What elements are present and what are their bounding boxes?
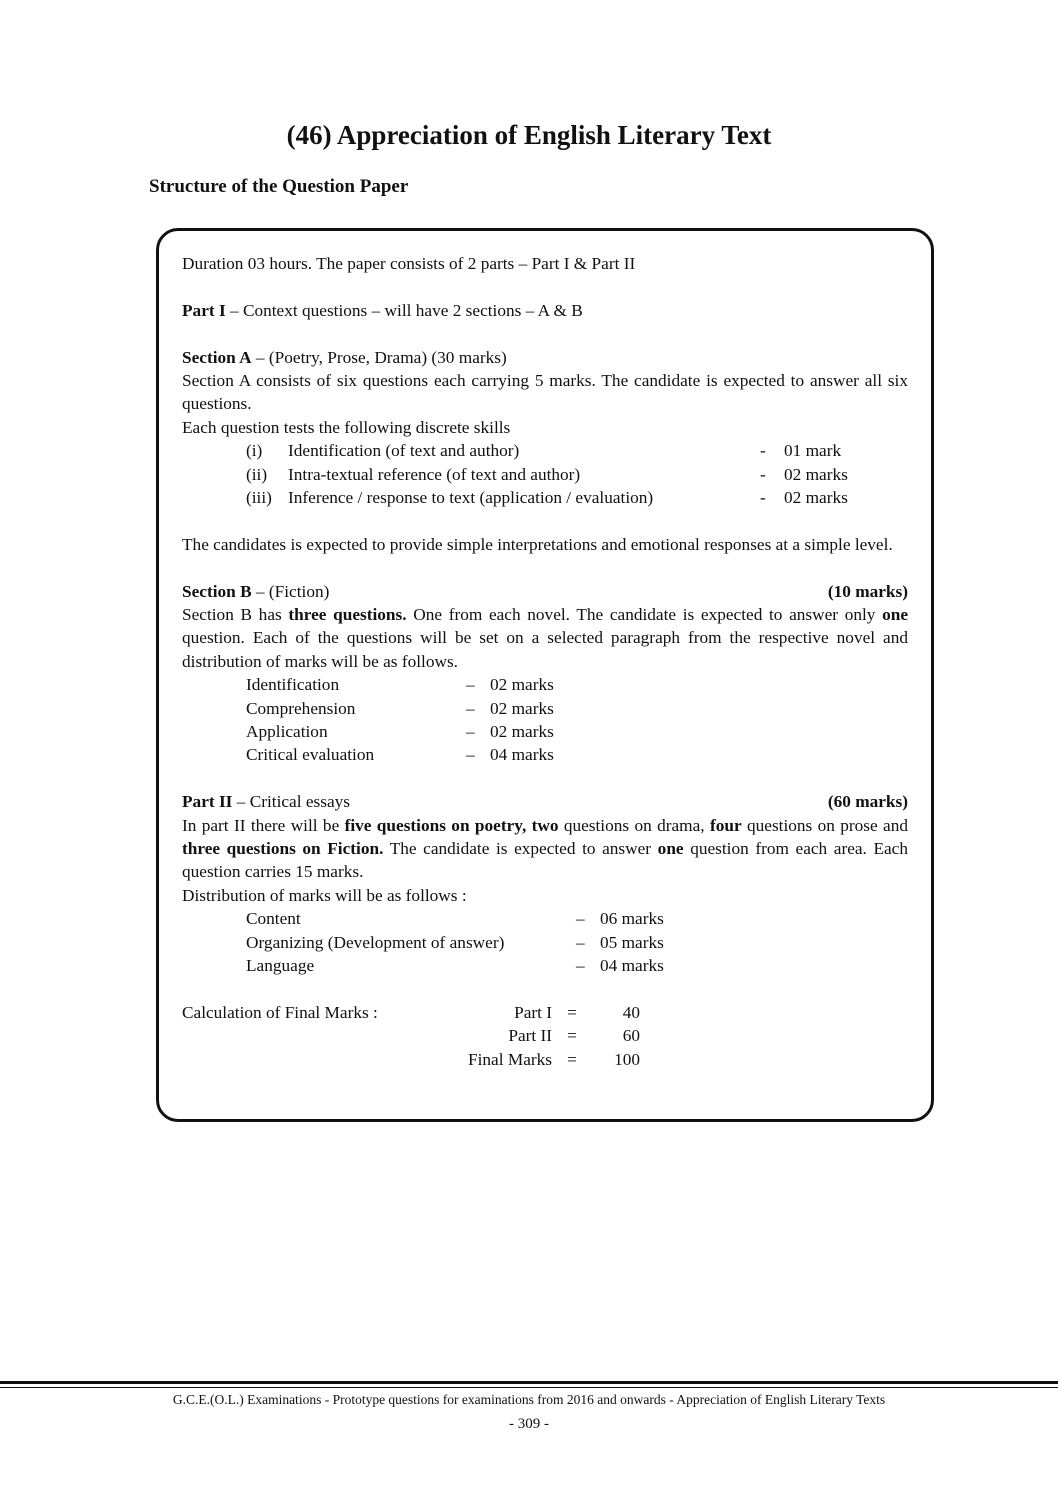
distribution-dash: –: [576, 909, 585, 929]
calc-value: 60: [622, 1026, 640, 1046]
section-a-desc: – (Poetry, Prose, Drama) (30 marks): [251, 347, 507, 367]
distribution-marks: 06 marks: [600, 909, 664, 929]
distribution-dash: –: [576, 932, 585, 952]
calc-equals: =: [567, 1049, 577, 1069]
skill-row: [182, 486, 908, 509]
distribution-row: [182, 720, 908, 743]
distribution-dash: –: [466, 745, 475, 765]
skill-text: Intra-textual reference (of text and author): [288, 464, 581, 484]
distribution-marks: 02 marks: [490, 675, 554, 695]
distribution-label: Organizing (Development of answer): [246, 932, 505, 952]
calc-row: [182, 1001, 908, 1024]
skill-dash: -: [760, 488, 766, 508]
section-b-line: [182, 580, 908, 603]
part2-marks: (60 marks): [827, 792, 908, 812]
footer-rule-thin: [0, 1387, 1058, 1388]
page-number: - 309 -: [509, 1416, 549, 1432]
section-b-desc: – (Fiction): [251, 581, 330, 601]
section-a-para: Section A consists of six questions each carrying 5 marks. The candidate is expected to answer all six questions.: [182, 371, 908, 414]
distribution-row: [182, 954, 908, 977]
skill-number: (iii): [246, 488, 272, 508]
section-b-heading: Section B: [182, 581, 252, 601]
distribution-dash: –: [576, 956, 585, 976]
distribution-label: Application: [246, 722, 328, 742]
calc-name: Final Marks: [467, 1049, 552, 1069]
section-b-para: Section B has three questions. One from each novel. The candidate is expected to answer only one question. Each of the questions will be set on a selected paragraph from the respective novel and distribution of marks will be as follows.: [182, 605, 909, 671]
part1-line: [182, 299, 908, 322]
part2-heading: Part II: [182, 792, 233, 812]
skill-marks: 02 marks: [784, 488, 848, 508]
skill-dash: -: [760, 441, 766, 461]
distribution-marks: 04 marks: [490, 745, 554, 765]
calc-value: 100: [614, 1049, 640, 1069]
distribution-label: Comprehension: [246, 698, 356, 718]
distribution-row: [182, 907, 908, 930]
skill-dash: -: [760, 464, 766, 484]
distribution-marks: 05 marks: [600, 932, 664, 952]
section-a-note: The candidates is expected to provide simple interpretations and emotional responses at a simple level.: [182, 534, 893, 554]
calc-label: Calculation of Final Marks :: [182, 1002, 378, 1022]
distribution-dash: –: [466, 722, 475, 742]
section-a-skills-intro: Each question tests the following discrete skills: [182, 417, 511, 437]
part2-distribution-intro: Distribution of marks will be as follows :: [182, 885, 467, 905]
distribution-row: [182, 697, 908, 720]
calc-equals: =: [567, 1002, 577, 1022]
paper-structure-content: [182, 252, 908, 1071]
distribution-label: Identification: [246, 675, 340, 695]
calc-equals: =: [567, 1026, 577, 1046]
part1-heading: Part I: [182, 300, 226, 320]
part1-desc: – Context questions – will have 2 sections – A & B: [225, 300, 583, 320]
distribution-label: Language: [246, 956, 315, 976]
calc-value: 40: [622, 1002, 640, 1022]
distribution-label: Content: [246, 909, 301, 929]
section-b-marks: (10 marks): [827, 581, 908, 601]
section-a-line: [182, 346, 908, 369]
distribution-marks: 02 marks: [490, 722, 554, 742]
calc-name: Part I: [514, 1002, 552, 1022]
skill-marks: 02 marks: [784, 464, 848, 484]
distribution-row: [182, 673, 908, 696]
skill-marks: 01 mark: [784, 441, 842, 461]
skill-number: (ii): [246, 464, 268, 484]
part2-line: [182, 790, 908, 813]
skill-row: [182, 439, 908, 462]
distribution-row: [182, 931, 908, 954]
section-a-heading: Section A: [182, 347, 252, 367]
part2-desc: – Critical essays: [232, 792, 350, 812]
distribution-dash: –: [466, 675, 475, 695]
distribution-row: [182, 743, 908, 766]
duration-line: Duration 03 hours. The paper consists of 2 parts – Part I & Part II: [182, 254, 636, 273]
skill-text: Inference / response to text (application / evaluation): [288, 488, 654, 508]
distribution-marks: 02 marks: [490, 698, 554, 718]
calc-row: [182, 1024, 908, 1047]
skill-row: [182, 463, 908, 486]
distribution-marks: 04 marks: [600, 956, 664, 976]
page-footer: G.C.E.(O.L.) Examinations - Prototype questions for examinations from 2016 and onwards - Appreciation of English Literary Texts: [172, 1392, 886, 1407]
calc-row: [182, 1048, 908, 1071]
calc-name: Part II: [508, 1026, 552, 1046]
footer-rule-thick: [0, 1381, 1058, 1384]
skill-text: Identification (of text and author): [288, 441, 520, 461]
distribution-dash: –: [466, 698, 475, 718]
part2-para: In part II there will be five questions on poetry, two questions on drama, four questions on prose and three questions on Fiction. The candidate is expected to answer one question from each area. Each question carries 15 marks.: [182, 815, 908, 882]
section-subtitle: Structure of the Question Paper: [149, 176, 409, 197]
distribution-label: Critical evaluation: [246, 745, 375, 765]
skill-number: (i): [246, 441, 263, 461]
page-title: (46) Appreciation of English Literary Text: [286, 120, 772, 150]
